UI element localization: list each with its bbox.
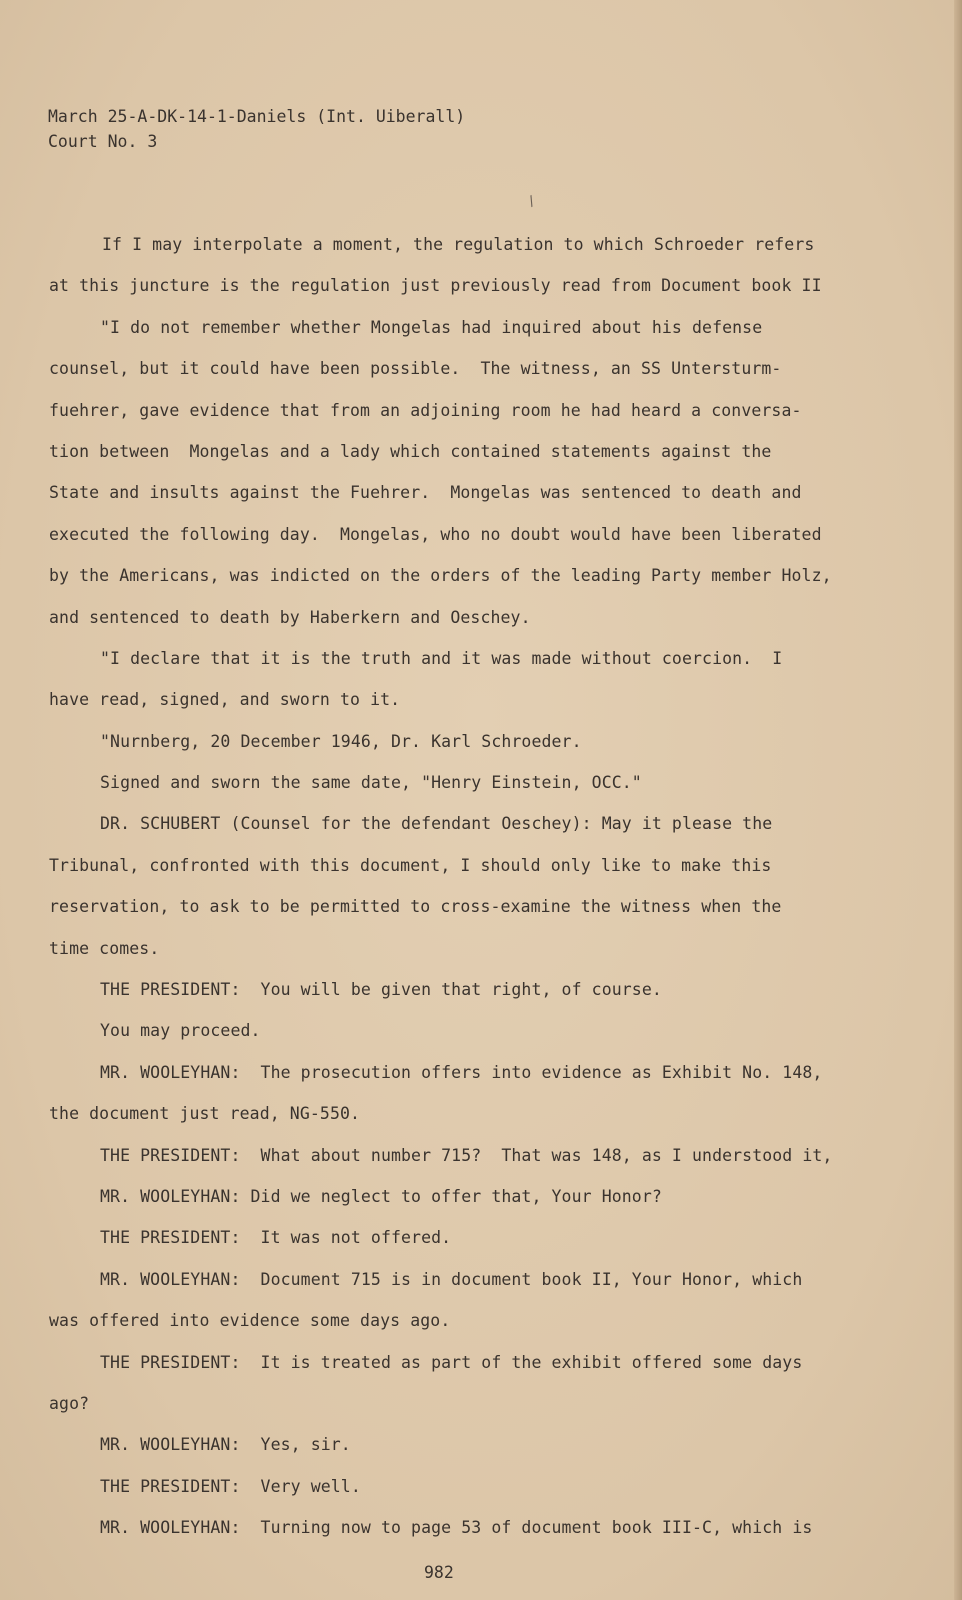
- transcript-line: DR. SCHUBERT (Counsel for the defendant Oeschey): May it please the: [100, 814, 773, 834]
- transcript-line: ago?: [49, 1393, 90, 1413]
- transcript-body: [49, 224, 879, 1549]
- transcript-line: MR. WOOLEYHAN: The prosecution offers into evidence as Exhibit No. 148,: [100, 1062, 823, 1082]
- document-header: [48, 104, 465, 154]
- transcript-line: Signed and sworn the same date, "Henry Einstein, OCC.": [100, 773, 642, 793]
- transcript-line: and sentenced to death by Haberkern and Oeschey.: [49, 607, 531, 627]
- page-edge: [954, 0, 962, 1600]
- transcript-line: THE PRESIDENT: Very well.: [100, 1476, 361, 1496]
- transcript-line: time comes.: [49, 938, 160, 958]
- header-court: Court No. 3: [48, 132, 158, 151]
- transcript-line: was offered into evidence some days ago.: [49, 1311, 451, 1331]
- pencil-mark: /: [524, 193, 540, 210]
- page-number: 982: [424, 1563, 454, 1582]
- transcript-line: THE PRESIDENT: It is treated as part of the exhibit offered some days: [100, 1352, 803, 1372]
- transcript-line: the document just read, NG-550.: [49, 1104, 361, 1124]
- transcript-line: counsel, but it could have been possible. The witness, an SS Untersturm-: [49, 359, 782, 379]
- transcript-line: reservation, to ask to be permitted to cross-examine the witness when the: [49, 897, 782, 917]
- transcript-line: MR. WOOLEYHAN: Turning now to page 53 of document book III-C, which is: [100, 1518, 813, 1538]
- transcript-line: at this juncture is the regulation just previously read from Document book II: [49, 276, 822, 296]
- transcript-line: "Nurnberg, 20 December 1946, Dr. Karl Schroeder.: [100, 731, 582, 751]
- transcript-line: tion between Mongelas and a lady which contained statements against the: [49, 441, 772, 461]
- transcript-line: fuehrer, gave evidence that from an adjoining room he had heard a conversa-: [49, 400, 802, 420]
- transcript-line: by the Americans, was indicted on the orders of the leading Party member Holz,: [49, 566, 832, 586]
- transcript-line: THE PRESIDENT: You will be given that right, of course.: [100, 980, 662, 1000]
- transcript-line: THE PRESIDENT: What about number 715? That was 148, as I understood it,: [100, 1145, 833, 1165]
- header-reference: March 25-A-DK-14-1-Daniels (Int. Uiberall): [48, 107, 466, 126]
- transcript-line: have read, signed, and sworn to it.: [49, 690, 401, 710]
- transcript-line: "I do not remember whether Mongelas had inquired about his defense: [100, 317, 763, 337]
- transcript-line: State and insults against the Fuehrer. Mongelas was sentenced to death and: [49, 483, 802, 503]
- transcript-line: executed the following day. Mongelas, who no doubt would have been liberated: [49, 524, 822, 544]
- transcript-line: THE PRESIDENT: It was not offered.: [100, 1228, 452, 1248]
- transcript-line: You may proceed.: [100, 1021, 261, 1041]
- transcript-line: MR. WOOLEYHAN: Yes, sir.: [100, 1435, 351, 1455]
- transcript-line: "I declare that it is the truth and it was made without coercion. I: [100, 648, 783, 668]
- transcript-line: MR. WOOLEYHAN: Did we neglect to offer that, Your Honor?: [100, 1186, 662, 1206]
- transcript-line: If I may interpolate a moment, the regulation to which Schroeder refers: [102, 235, 815, 254]
- transcript-line: MR. WOOLEYHAN: Document 715 is in document book II, Your Honor, which: [100, 1269, 803, 1289]
- transcript-line: Tribunal, confronted with this document, I should only like to make this: [49, 855, 772, 875]
